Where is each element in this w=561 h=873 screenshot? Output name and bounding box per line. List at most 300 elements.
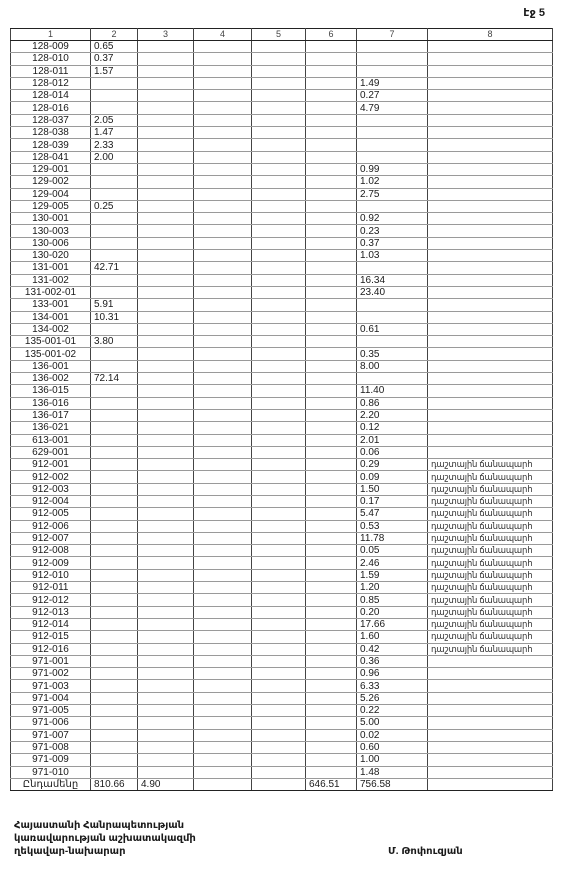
value-cell: 5.26 (357, 692, 428, 704)
value-cell (91, 643, 138, 655)
value-cell (306, 163, 357, 175)
plot-code-cell: 134-002 (11, 323, 91, 335)
column-number-row (11, 29, 553, 41)
value-cell (91, 163, 138, 175)
note-cell (428, 102, 553, 114)
value-cell: 2.01 (357, 434, 428, 446)
value-cell (91, 741, 138, 753)
value-cell (138, 397, 194, 409)
value-cell (138, 139, 194, 151)
value-cell (138, 299, 194, 311)
value-cell: 23.40 (357, 286, 428, 298)
value-cell (194, 53, 252, 65)
value-cell (91, 532, 138, 544)
plot-code-cell: 136-017 (11, 409, 91, 421)
note-cell (428, 680, 553, 692)
table-row (11, 508, 553, 520)
value-cell (194, 778, 252, 790)
plot-code-cell: 971-010 (11, 766, 91, 778)
value-cell (91, 483, 138, 495)
value-cell (91, 618, 138, 630)
value-cell (138, 643, 194, 655)
table-row (11, 692, 553, 704)
value-cell (194, 188, 252, 200)
value-cell (306, 668, 357, 680)
value-cell: 11.78 (357, 532, 428, 544)
value-cell (252, 77, 306, 89)
value-cell (91, 188, 138, 200)
value-cell: 1.48 (357, 766, 428, 778)
note-cell: դաշտային ճանապարհ (428, 569, 553, 581)
value-cell (91, 446, 138, 458)
table-row (11, 323, 553, 335)
value-cell (306, 286, 357, 298)
note-cell: դաշտային ճանապարհ (428, 545, 553, 557)
value-cell (306, 409, 357, 421)
value-cell: 8.00 (357, 360, 428, 372)
plot-code-cell: 912-010 (11, 569, 91, 581)
table-row (11, 385, 553, 397)
value-cell (91, 668, 138, 680)
value-cell (138, 114, 194, 126)
plot-code-cell: 128-012 (11, 77, 91, 89)
value-cell (252, 754, 306, 766)
value-cell (306, 274, 357, 286)
note-cell (428, 200, 553, 212)
value-cell (306, 348, 357, 360)
value-cell (306, 139, 357, 151)
table-row (11, 545, 553, 557)
value-cell (138, 200, 194, 212)
value-cell (91, 213, 138, 225)
note-cell: դաշտային ճանապարհ (428, 606, 553, 618)
plot-code-cell: 130-003 (11, 225, 91, 237)
note-cell (428, 397, 553, 409)
value-cell (91, 631, 138, 643)
plot-code-cell: 128-038 (11, 127, 91, 139)
plot-code-cell: 912-008 (11, 545, 91, 557)
value-cell (357, 373, 428, 385)
value-cell (306, 459, 357, 471)
value-cell (357, 53, 428, 65)
signatory-title-line: կառավարության աշխատակազմի (14, 833, 196, 844)
value-cell (194, 692, 252, 704)
value-cell (306, 237, 357, 249)
value-cell (194, 668, 252, 680)
value-cell (194, 680, 252, 692)
value-cell (138, 532, 194, 544)
table-row (11, 754, 553, 766)
value-cell (194, 459, 252, 471)
note-cell (428, 274, 553, 286)
table-row (11, 114, 553, 126)
value-cell (138, 188, 194, 200)
note-cell (428, 409, 553, 421)
column-number-7: 7 (357, 29, 428, 41)
value-cell (194, 77, 252, 89)
value-cell (91, 274, 138, 286)
table-row (11, 360, 553, 372)
value-cell (306, 102, 357, 114)
value-cell (306, 754, 357, 766)
plot-code-cell: 971-008 (11, 741, 91, 753)
value-cell (194, 557, 252, 569)
column-number-1: 1 (11, 29, 91, 41)
value-cell (138, 348, 194, 360)
plot-code-cell: 613-001 (11, 434, 91, 446)
note-cell (428, 360, 553, 372)
plot-code-cell: 136-015 (11, 385, 91, 397)
value-cell (91, 286, 138, 298)
value-cell: 42.71 (91, 262, 138, 274)
value-cell (306, 114, 357, 126)
value-cell (194, 250, 252, 262)
value-cell: 0.20 (357, 606, 428, 618)
value-cell (306, 65, 357, 77)
value-cell (357, 65, 428, 77)
value-cell (252, 102, 306, 114)
plot-code-cell: 128-039 (11, 139, 91, 151)
value-cell (252, 655, 306, 667)
value-cell (357, 311, 428, 323)
plot-code-cell: 912-003 (11, 483, 91, 495)
value-cell: 2.46 (357, 557, 428, 569)
note-cell: դաշտային ճանապարհ (428, 495, 553, 507)
value-cell (252, 594, 306, 606)
note-cell (428, 262, 553, 274)
plot-code-cell: 912-004 (11, 495, 91, 507)
value-cell (138, 385, 194, 397)
plot-code-cell: 131-002 (11, 274, 91, 286)
value-cell (306, 90, 357, 102)
value-cell (306, 471, 357, 483)
table-body (11, 41, 553, 791)
value-cell (194, 532, 252, 544)
value-cell (306, 680, 357, 692)
value-cell (194, 262, 252, 274)
value-cell (138, 520, 194, 532)
value-cell (138, 483, 194, 495)
note-cell (428, 323, 553, 335)
table-row (11, 151, 553, 163)
value-cell (138, 102, 194, 114)
value-cell (91, 729, 138, 741)
value-cell (306, 360, 357, 372)
value-cell (306, 582, 357, 594)
plot-code-cell: 128-016 (11, 102, 91, 114)
value-cell (306, 225, 357, 237)
note-cell (428, 717, 553, 729)
value-cell (252, 397, 306, 409)
value-cell: 0.42 (357, 643, 428, 655)
table-row (11, 643, 553, 655)
plot-code-cell: 912-009 (11, 557, 91, 569)
value-cell (252, 606, 306, 618)
table-row (11, 139, 553, 151)
plot-code-cell: 131-001 (11, 262, 91, 274)
note-cell (428, 176, 553, 188)
value-cell: 72.14 (91, 373, 138, 385)
value-cell (252, 434, 306, 446)
value-cell (91, 680, 138, 692)
plot-code-cell: 128-009 (11, 41, 91, 53)
value-cell (357, 262, 428, 274)
note-cell (428, 163, 553, 175)
value-cell (138, 176, 194, 188)
value-cell (194, 471, 252, 483)
value-cell (138, 766, 194, 778)
table-row (11, 53, 553, 65)
plot-code-cell: 129-004 (11, 188, 91, 200)
value-cell (194, 274, 252, 286)
value-cell (252, 680, 306, 692)
value-cell (306, 508, 357, 520)
value-cell (194, 348, 252, 360)
value-cell (138, 754, 194, 766)
value-cell: 0.35 (357, 348, 428, 360)
value-cell (138, 655, 194, 667)
signatory-title (14, 819, 196, 858)
value-cell (138, 668, 194, 680)
value-cell (306, 262, 357, 274)
value-cell (306, 594, 357, 606)
value-cell: 16.34 (357, 274, 428, 286)
note-cell (428, 311, 553, 323)
note-cell: դաշտային ճանապարհ (428, 459, 553, 471)
plot-code-cell: 135-001-02 (11, 348, 91, 360)
value-cell (138, 729, 194, 741)
value-cell (138, 692, 194, 704)
table-row (11, 434, 553, 446)
table-row (11, 65, 553, 77)
value-cell (252, 446, 306, 458)
value-cell (306, 422, 357, 434)
value-cell: 2.33 (91, 139, 138, 151)
value-cell (138, 434, 194, 446)
value-cell (91, 692, 138, 704)
value-cell (194, 41, 252, 53)
value-cell (194, 397, 252, 409)
note-cell: դաշտային ճանապարհ (428, 532, 553, 544)
value-cell (252, 250, 306, 262)
note-cell (428, 754, 553, 766)
value-cell (252, 692, 306, 704)
value-cell: 4.79 (357, 102, 428, 114)
value-cell: 646.51 (306, 778, 357, 790)
value-cell: 0.65 (91, 41, 138, 53)
value-cell (91, 471, 138, 483)
value-cell: 5.00 (357, 717, 428, 729)
value-cell (252, 188, 306, 200)
value-cell: 1.60 (357, 631, 428, 643)
value-cell: 2.75 (357, 188, 428, 200)
note-cell (428, 237, 553, 249)
value-cell (252, 422, 306, 434)
value-cell: 0.22 (357, 705, 428, 717)
value-cell (138, 262, 194, 274)
value-cell (252, 348, 306, 360)
value-cell (252, 643, 306, 655)
value-cell (194, 225, 252, 237)
value-cell (306, 717, 357, 729)
value-cell: 0.06 (357, 446, 428, 458)
value-cell: 0.23 (357, 225, 428, 237)
note-cell (428, 114, 553, 126)
note-cell (428, 373, 553, 385)
value-cell (194, 422, 252, 434)
table-row (11, 397, 553, 409)
value-cell: 1.49 (357, 77, 428, 89)
value-cell (194, 286, 252, 298)
value-cell (306, 729, 357, 741)
table-row (11, 631, 553, 643)
value-cell: 0.09 (357, 471, 428, 483)
plot-code-cell: 128-014 (11, 90, 91, 102)
value-cell (306, 336, 357, 348)
value-cell (252, 717, 306, 729)
table-row (11, 729, 553, 741)
value-cell (138, 311, 194, 323)
land-plots-table (10, 28, 553, 791)
table-row (11, 90, 553, 102)
value-cell (306, 77, 357, 89)
value-cell (91, 77, 138, 89)
value-cell (91, 508, 138, 520)
value-cell (91, 459, 138, 471)
table-row (11, 582, 553, 594)
plot-code-cell: 971-001 (11, 655, 91, 667)
value-cell (194, 102, 252, 114)
value-cell (91, 569, 138, 581)
plot-code-cell: 129-002 (11, 176, 91, 188)
table-row (11, 557, 553, 569)
value-cell (138, 41, 194, 53)
value-cell (252, 459, 306, 471)
plot-code-cell: 136-016 (11, 397, 91, 409)
table-row (11, 237, 553, 249)
note-cell: դաշտային ճանապարհ (428, 643, 553, 655)
note-cell (428, 53, 553, 65)
plot-code-cell: 912-006 (11, 520, 91, 532)
plot-code-cell: 135-001-01 (11, 336, 91, 348)
plot-code-cell: 912-012 (11, 594, 91, 606)
value-cell (194, 385, 252, 397)
value-cell (252, 631, 306, 643)
value-cell (252, 90, 306, 102)
table-row (11, 250, 553, 262)
value-cell: 0.29 (357, 459, 428, 471)
value-cell (194, 618, 252, 630)
value-cell (138, 53, 194, 65)
signatory-name: Մ. Թոփուզյան (388, 846, 463, 857)
value-cell (91, 705, 138, 717)
value-cell: 11.40 (357, 385, 428, 397)
value-cell (306, 618, 357, 630)
table-row (11, 618, 553, 630)
table-row (11, 286, 553, 298)
value-cell (194, 655, 252, 667)
value-cell (138, 582, 194, 594)
note-cell (428, 692, 553, 704)
value-cell: 0.27 (357, 90, 428, 102)
table-row (11, 594, 553, 606)
note-cell (428, 778, 553, 790)
value-cell (306, 446, 357, 458)
table-row (11, 668, 553, 680)
column-number-6: 6 (306, 29, 357, 41)
value-cell (194, 569, 252, 581)
value-cell (194, 151, 252, 163)
total-row (11, 778, 553, 790)
value-cell (252, 569, 306, 581)
table-row (11, 446, 553, 458)
plot-code-cell: 128-011 (11, 65, 91, 77)
value-cell: 4.90 (138, 778, 194, 790)
column-number-2: 2 (91, 29, 138, 41)
table-row (11, 102, 553, 114)
value-cell: 2.00 (91, 151, 138, 163)
note-cell (428, 348, 553, 360)
value-cell (194, 176, 252, 188)
plot-code-cell: 912-007 (11, 532, 91, 544)
value-cell (252, 582, 306, 594)
value-cell (194, 127, 252, 139)
plot-code-cell: 130-006 (11, 237, 91, 249)
value-cell (138, 422, 194, 434)
plot-code-cell: 912-013 (11, 606, 91, 618)
total-label: Ընդամենը (11, 778, 91, 790)
value-cell (194, 741, 252, 753)
value-cell (357, 336, 428, 348)
table-row (11, 373, 553, 385)
value-cell: 2.20 (357, 409, 428, 421)
value-cell (91, 385, 138, 397)
value-cell (194, 336, 252, 348)
value-cell (91, 520, 138, 532)
value-cell (194, 582, 252, 594)
plot-code-cell: 971-004 (11, 692, 91, 704)
note-cell (428, 655, 553, 667)
value-cell (138, 717, 194, 729)
plot-code-cell: 912-011 (11, 582, 91, 594)
value-cell (194, 434, 252, 446)
value-cell (194, 311, 252, 323)
value-cell: 0.25 (91, 200, 138, 212)
value-cell: 17.66 (357, 618, 428, 630)
table-row (11, 680, 553, 692)
table-row (11, 262, 553, 274)
value-cell: 0.92 (357, 213, 428, 225)
value-cell: 0.37 (357, 237, 428, 249)
value-cell (252, 336, 306, 348)
value-cell (138, 459, 194, 471)
value-cell (91, 237, 138, 249)
column-number-4: 4 (194, 29, 252, 41)
note-cell: դաշտային ճանապարհ (428, 594, 553, 606)
value-cell (138, 569, 194, 581)
value-cell (91, 250, 138, 262)
note-cell (428, 41, 553, 53)
value-cell (91, 545, 138, 557)
value-cell: 0.99 (357, 163, 428, 175)
table-row (11, 225, 553, 237)
note-cell (428, 65, 553, 77)
value-cell (194, 163, 252, 175)
value-cell (194, 545, 252, 557)
value-cell: 2.05 (91, 114, 138, 126)
value-cell (91, 594, 138, 606)
value-cell (252, 729, 306, 741)
